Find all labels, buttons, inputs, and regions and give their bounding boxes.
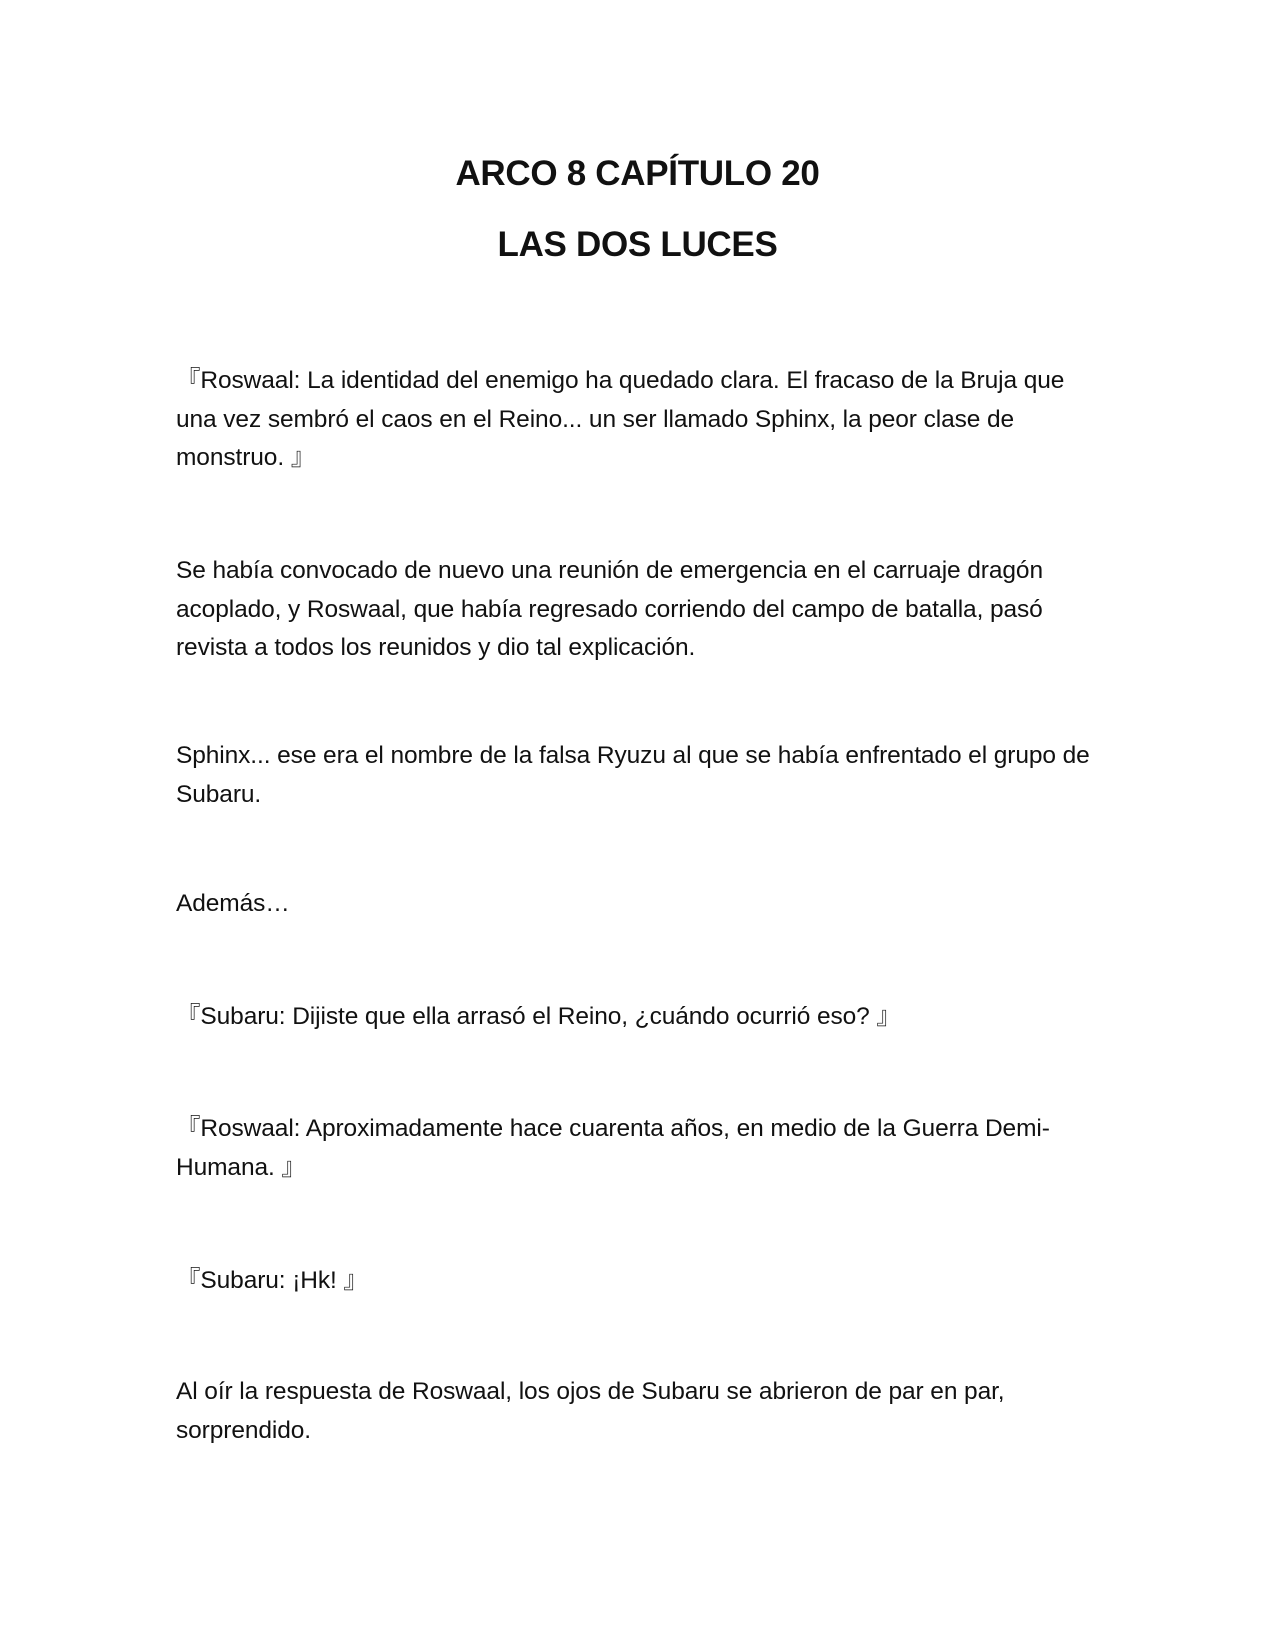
narration-paragraph: Sphinx... ese era el nombre de la falsa Ryuzu al que se había enfrentado el grupo de Subaru. xyxy=(176,742,1090,808)
chapter-subtitle: LAS DOS LUCES xyxy=(497,225,778,264)
narration-paragraph: Además… xyxy=(176,890,290,917)
dialogue-paragraph: 『Roswaal: La identidad del enemigo ha quedado clara. El fracaso de la Bruja que una vez sembró el caos en el Reino... un ser llamado Sphinx, la peor clase de monstruo. 』 xyxy=(176,367,1065,471)
dialogue-paragraph: 『Roswaal: Aproximadamente hace cuarenta años, en medio de la Guerra Demi-Humana. 』 xyxy=(176,1115,1050,1181)
narration-paragraph: Al oír la respuesta de Roswaal, los ojos de Subaru se abrieron de par en par, sorprendido. xyxy=(176,1378,1005,1444)
chapter-title: ARCO 8 CAPÍTULO 20 xyxy=(455,154,820,193)
dialogue-paragraph: 『Subaru: Dijiste que ella arrasó el Reino, ¿cuándo ocurrió eso? 』 xyxy=(176,1003,901,1030)
dialogue-paragraph: 『Subaru: ¡Hk! 』 xyxy=(176,1267,368,1294)
narration-paragraph: Se había convocado de nuevo una reunión de emergencia en el carruaje dragón acoplado, y Roswaal, que había regresado corriendo del campo de batalla, pasó revista a todos los reunidos y dio tal explicación. xyxy=(176,557,1043,661)
